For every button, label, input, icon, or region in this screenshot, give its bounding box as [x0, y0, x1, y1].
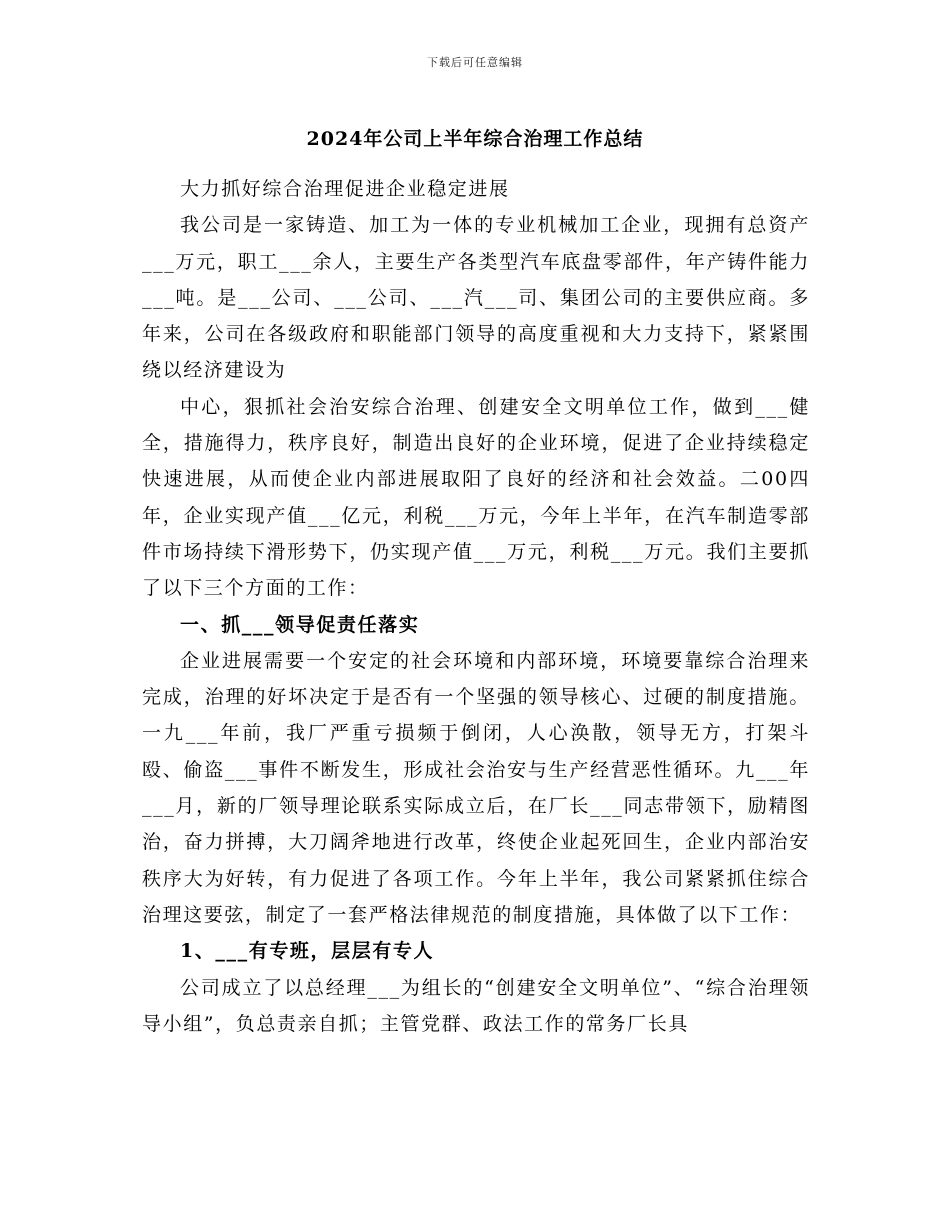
- body-paragraph: 公司成立了以总经理___为组长的“创建安全文明单位”、“综合治理领导小组”，负总责亲自抓；主管党群、政法工作的常务厂长具: [142, 976, 810, 1035]
- subsection-heading: 1、___有专班，层层有专人: [180, 940, 435, 963]
- header-note: 下载后可任意编辑: [427, 56, 523, 69]
- body-paragraph: 我公司是一家铸造、加工为一体的专业机械加工企业，现拥有总资产___万元，职工___余人，主要生产各类型汽车底盘零部件，年产铸件能力___吨。是___公司、___公司、___汽___司、集团公司的主要供应商。多年来，公司在各级政府和职能部门领导的高度重视和大力支持下，紧紧围绕以经济建设为: [142, 214, 810, 382]
- section-heading: 一、抓___领导促责任落实: [180, 613, 420, 636]
- body-paragraph: 企业进展需要一个安定的社会环境和内部环境，环境要靠综合治理来完成，治理的好坏决定于是否有一个坚强的领导核心、过硬的制度措施。一九___年前，我厂严重亏损频于倒闭，人心涣散，领导无方，打架斗殴、偷盗___事件不断发生，形成社会治安与生产经营恶性循环。九___年___月，新的厂领导理论联系实际成立后，在厂长___同志带领下，励精图治，奋力拼搏，大刀阔斧地进行改革，终使企业起死回生，企业内部治安秩序大为好转，有力促进了各项工作。今年上半年，我公司紧紧抓住综合治理这要弦，制定了一套严格法律规范的制度措施，具体做了以下工作：: [142, 649, 810, 926]
- document-body: [142, 171, 810, 1042]
- document-title: 2024年公司上半年综合治理工作总结: [306, 128, 644, 150]
- body-paragraph: 中心，狠抓社会治安综合治理、创建安全文明单位工作，做到___健全，措施得力，秩序良好，制造出良好的企业环境，促进了企业持续稳定快速进展，从而使企业内部进展取阳了良好的经济和社会效益。二00四年，企业实现产值___亿元，利税___万元，今年上半年，在汽车制造零部件市场持续下滑形势下，仍实现产值___万元，利税___万元。我们主要抓了以下三个方面的工作：: [142, 395, 810, 600]
- subtitle-paragraph: 大力抓好综合治理促进企业稳定进展: [180, 178, 510, 200]
